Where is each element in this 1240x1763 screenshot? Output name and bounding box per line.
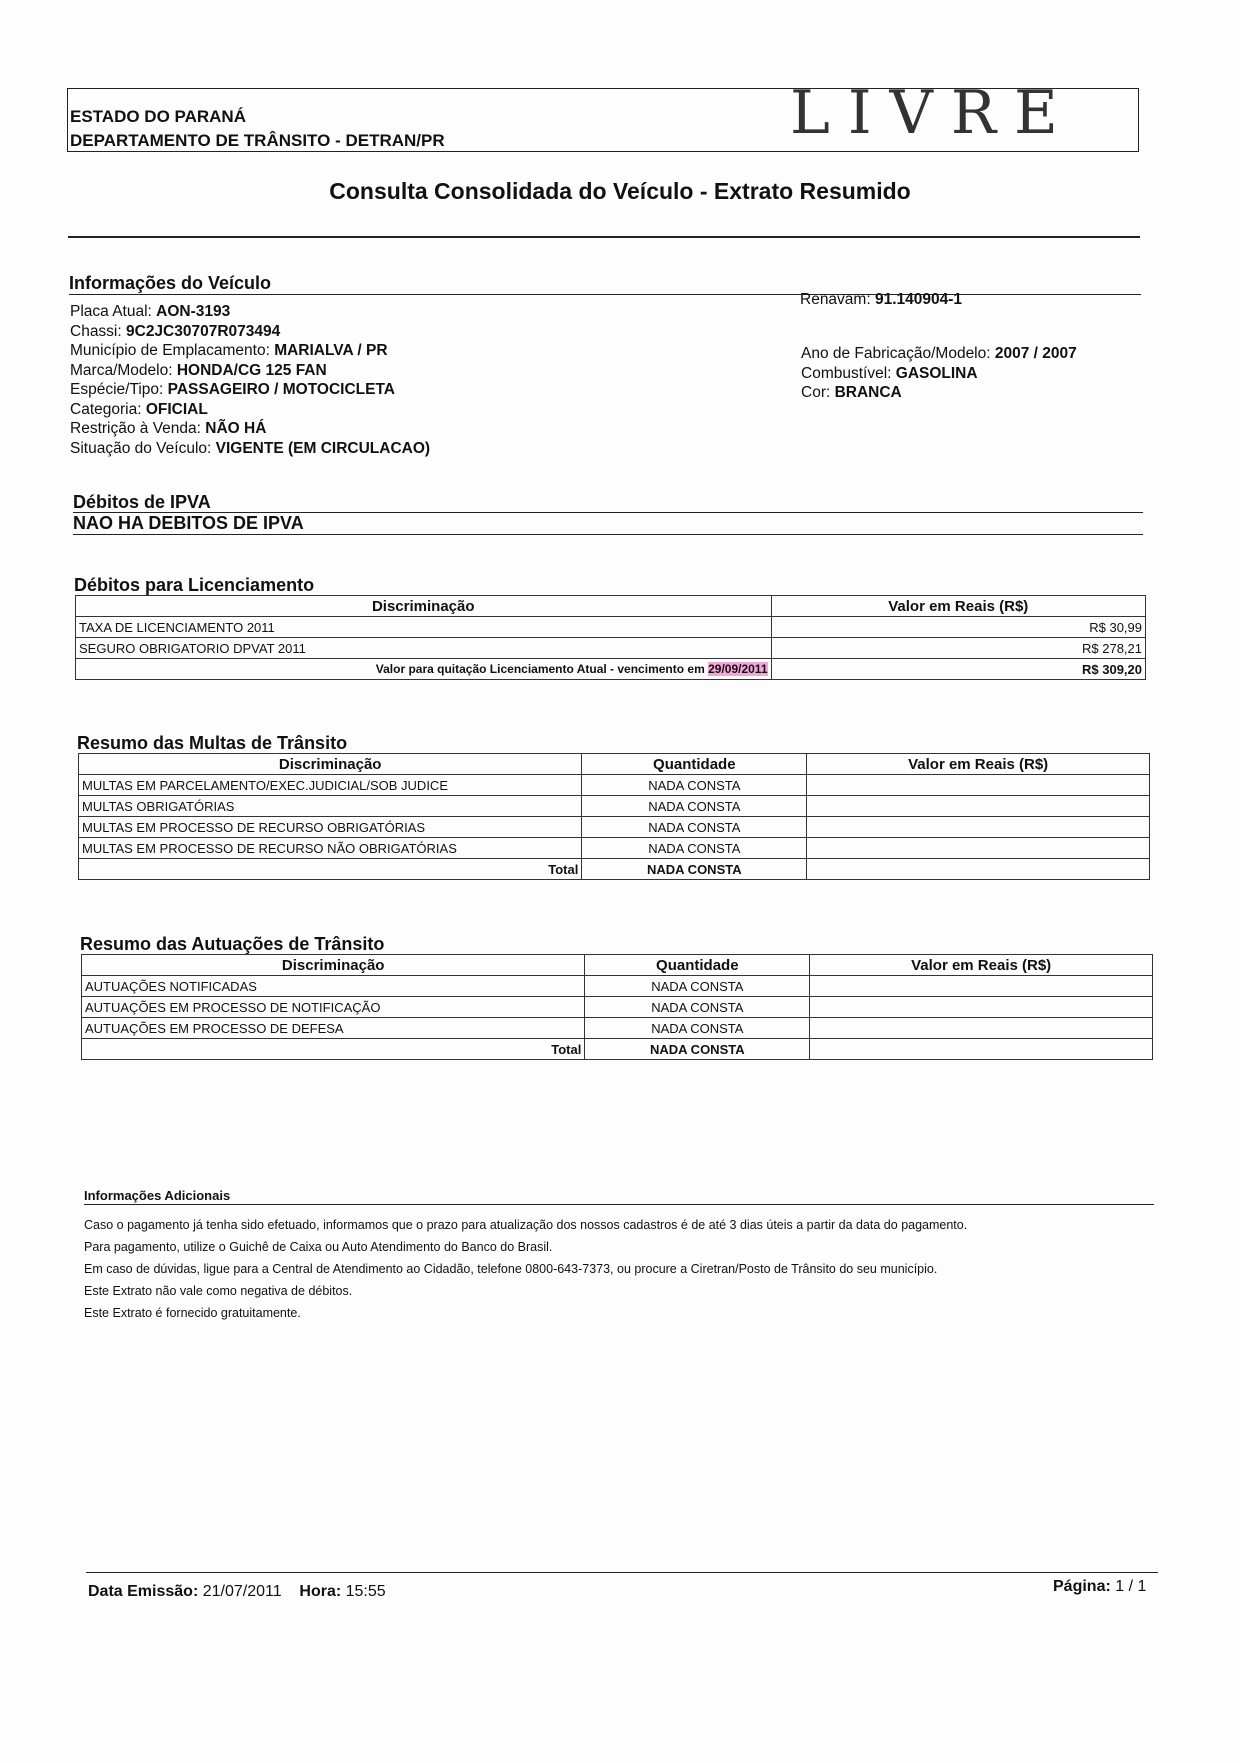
date-value: 21/07/2011 — [202, 1583, 282, 1600]
table-row — [76, 617, 1146, 638]
info-line: Este Extrato é fornecido gratuitamente. — [84, 1306, 301, 1320]
table-row — [82, 997, 1153, 1018]
autuacoes-heading: Resumo das Autuações de Trânsito — [80, 934, 385, 954]
total-label: Total — [79, 859, 582, 880]
col-header: Discriminação — [82, 955, 585, 976]
field-label: Placa Atual: — [70, 303, 157, 320]
row-desc: MULTAS OBRIGATÓRIAS — [79, 796, 582, 817]
row-desc: AUTUAÇÕES EM PROCESSO DE NOTIFICAÇÃO — [82, 997, 585, 1018]
page-value: 1 / 1 — [1115, 1578, 1147, 1595]
table-row — [79, 796, 1150, 817]
info-line: Em caso de dúvidas, ligue para a Central de Atendimento ao Cidadão, telefone 0800-643-7373, ou procure a Ciretran/Posto de Trânsito do seu município. — [84, 1262, 938, 1276]
state-name: ESTADO DO PARANÁ — [70, 107, 246, 126]
table-row — [82, 1018, 1153, 1039]
row-qty: NADA CONSTA — [585, 1018, 810, 1039]
row-value — [810, 1018, 1153, 1039]
row-desc: TAXA DE LICENCIAMENTO 2011 — [76, 617, 772, 638]
col-header: Valor em Reais (R$) — [807, 754, 1150, 775]
vehicle-info-right — [801, 344, 1077, 403]
row-desc: MULTAS EM PARCELAMENTO/EXEC.JUDICIAL/SOB JUDICE — [79, 775, 582, 796]
multas-heading: Resumo das Multas de Trânsito — [77, 733, 348, 753]
page-label: Página: — [1053, 1578, 1116, 1595]
row-qty: NADA CONSTA — [582, 817, 807, 838]
total-qty: NADA CONSTA — [582, 859, 807, 880]
total-row — [76, 659, 1146, 680]
field-value: VIGENTE (EM CIRCULACAO) — [215, 439, 431, 457]
col-header: Valor em Reais (R$) — [810, 955, 1153, 976]
field-label: Cor: — [801, 384, 835, 401]
total-label: Total — [82, 1039, 585, 1060]
field-label: Categoria: — [70, 400, 146, 418]
vehicle-field — [70, 400, 430, 420]
field-value: OFICIAL — [145, 400, 208, 418]
col-header: Valor em Reais (R$) — [771, 596, 1146, 617]
row-value — [810, 976, 1153, 997]
multas-table — [78, 753, 1150, 880]
total-value — [807, 859, 1150, 880]
additional-heading: Informações Adicionais — [84, 1188, 231, 1203]
vehicle-field — [801, 383, 1077, 403]
field-value: HONDA/CG 125 FAN — [176, 361, 327, 379]
due-date: 29/09/2011 — [708, 662, 768, 676]
field-value: 9C2JC30707R073494 — [126, 322, 281, 340]
row-value: R$ 30,99 — [771, 617, 1146, 638]
row-desc: MULTAS EM PROCESSO DE RECURSO NÃO OBRIGATÓRIAS — [79, 838, 582, 859]
field-value: MARIALVA / PR — [274, 342, 388, 359]
renavam — [800, 290, 962, 310]
footer-date — [88, 1583, 386, 1601]
vehicle-heading: Informações do Veículo — [69, 273, 272, 293]
row-value — [807, 775, 1150, 796]
row-value: R$ 278,21 — [771, 638, 1146, 659]
renavam-label: Renavam: — [800, 291, 875, 308]
ipva-status: NAO HA DEBITOS DE IPVA — [73, 513, 304, 533]
vehicle-field — [70, 322, 430, 342]
vehicle-info-left — [70, 302, 430, 458]
field-label: Espécie/Tipo: — [70, 381, 168, 398]
total-value — [810, 1039, 1153, 1060]
total-qty: NADA CONSTA — [585, 1039, 810, 1060]
row-value — [810, 997, 1153, 1018]
page-number — [1053, 1578, 1146, 1596]
vehicle-field — [801, 364, 1077, 384]
field-label: Situação do Veículo: — [70, 439, 216, 457]
autuacoes-table — [81, 954, 1153, 1060]
row-desc: MULTAS EM PROCESSO DE RECURSO OBRIGATÓRIAS — [79, 817, 582, 838]
divider — [68, 236, 1140, 238]
col-header: Discriminação — [76, 596, 772, 617]
row-qty: NADA CONSTA — [582, 838, 807, 859]
time-label: Hora: — [299, 1583, 346, 1600]
row-desc: SEGURO OBRIGATORIO DPVAT 2011 — [76, 638, 772, 659]
vehicle-field — [801, 344, 1077, 364]
row-qty: NADA CONSTA — [585, 997, 810, 1018]
col-header: Quantidade — [582, 754, 807, 775]
field-label: Ano de Fabricação/Modelo: — [801, 345, 995, 362]
field-value: NÃO HÁ — [205, 420, 267, 437]
total-label: Valor para quitação Licenciamento Atual - vencimento em — [375, 662, 709, 676]
field-value: BRANCA — [834, 384, 902, 401]
row-value — [807, 838, 1150, 859]
field-value: 2007 / 2007 — [994, 345, 1077, 362]
licenciamento-heading: Débitos para Licenciamento — [74, 575, 315, 595]
total-row — [82, 1039, 1153, 1060]
divider — [86, 1572, 1158, 1573]
field-value: PASSAGEIRO / MOTOCICLETA — [167, 381, 395, 398]
field-label: Marca/Modelo: — [70, 361, 177, 379]
licenciamento-table — [75, 595, 1146, 680]
vehicle-field — [70, 419, 430, 439]
field-label: Município de Emplacamento: — [70, 342, 275, 359]
vehicle-field — [70, 380, 430, 400]
vehicle-field — [70, 302, 430, 322]
row-value — [807, 796, 1150, 817]
info-line: Este Extrato não vale como negativa de débitos. — [84, 1284, 353, 1298]
col-header: Quantidade — [585, 955, 810, 976]
ipva-heading: Débitos de IPVA — [73, 492, 211, 512]
divider — [73, 534, 1143, 535]
col-header: Discriminação — [79, 754, 582, 775]
field-value: AON-3193 — [156, 303, 231, 320]
vehicle-field — [70, 341, 430, 361]
field-value: GASOLINA — [895, 364, 978, 382]
row-value — [807, 817, 1150, 838]
row-qty: NADA CONSTA — [582, 796, 807, 817]
field-label: Restrição à Venda: — [70, 420, 206, 437]
department-name: DEPARTAMENTO DE TRÂNSITO - DETRAN/PR — [70, 131, 445, 150]
total-value: R$ 309,20 — [771, 659, 1146, 680]
table-row — [79, 817, 1150, 838]
time-value: 15:55 — [345, 1583, 386, 1600]
info-line: Para pagamento, utilize o Guichê de Caixa ou Auto Atendimento do Banco do Brasil. — [84, 1240, 553, 1254]
table-row — [82, 976, 1153, 997]
table-row — [79, 838, 1150, 859]
row-qty: NADA CONSTA — [582, 775, 807, 796]
date-label: Data Emissão: — [88, 1583, 203, 1600]
vehicle-field — [70, 439, 430, 459]
additional-info — [84, 1196, 967, 1324]
page-title: Consulta Consolidada do Veículo - Extrato Resumido — [329, 178, 911, 204]
table-row — [76, 638, 1146, 659]
row-desc: AUTUAÇÕES NOTIFICADAS — [82, 976, 585, 997]
info-line: Caso o pagamento já tenha sido efetuado, informamos que o prazo para atualização dos nossos cadastros é de até 3 dias úteis a partir da data do pagamento. — [84, 1218, 968, 1232]
total-row — [79, 859, 1150, 880]
field-label: Combustível: — [801, 364, 896, 382]
divider — [69, 294, 1141, 295]
table-row — [79, 775, 1150, 796]
row-desc: AUTUAÇÕES EM PROCESSO DE DEFESA — [82, 1018, 585, 1039]
handwritten-annotation: LIVRE — [790, 78, 1076, 148]
renavam-value: 91.140904-1 — [874, 291, 963, 308]
field-label: Chassi: — [70, 322, 126, 340]
vehicle-field — [70, 361, 430, 381]
row-qty: NADA CONSTA — [585, 976, 810, 997]
